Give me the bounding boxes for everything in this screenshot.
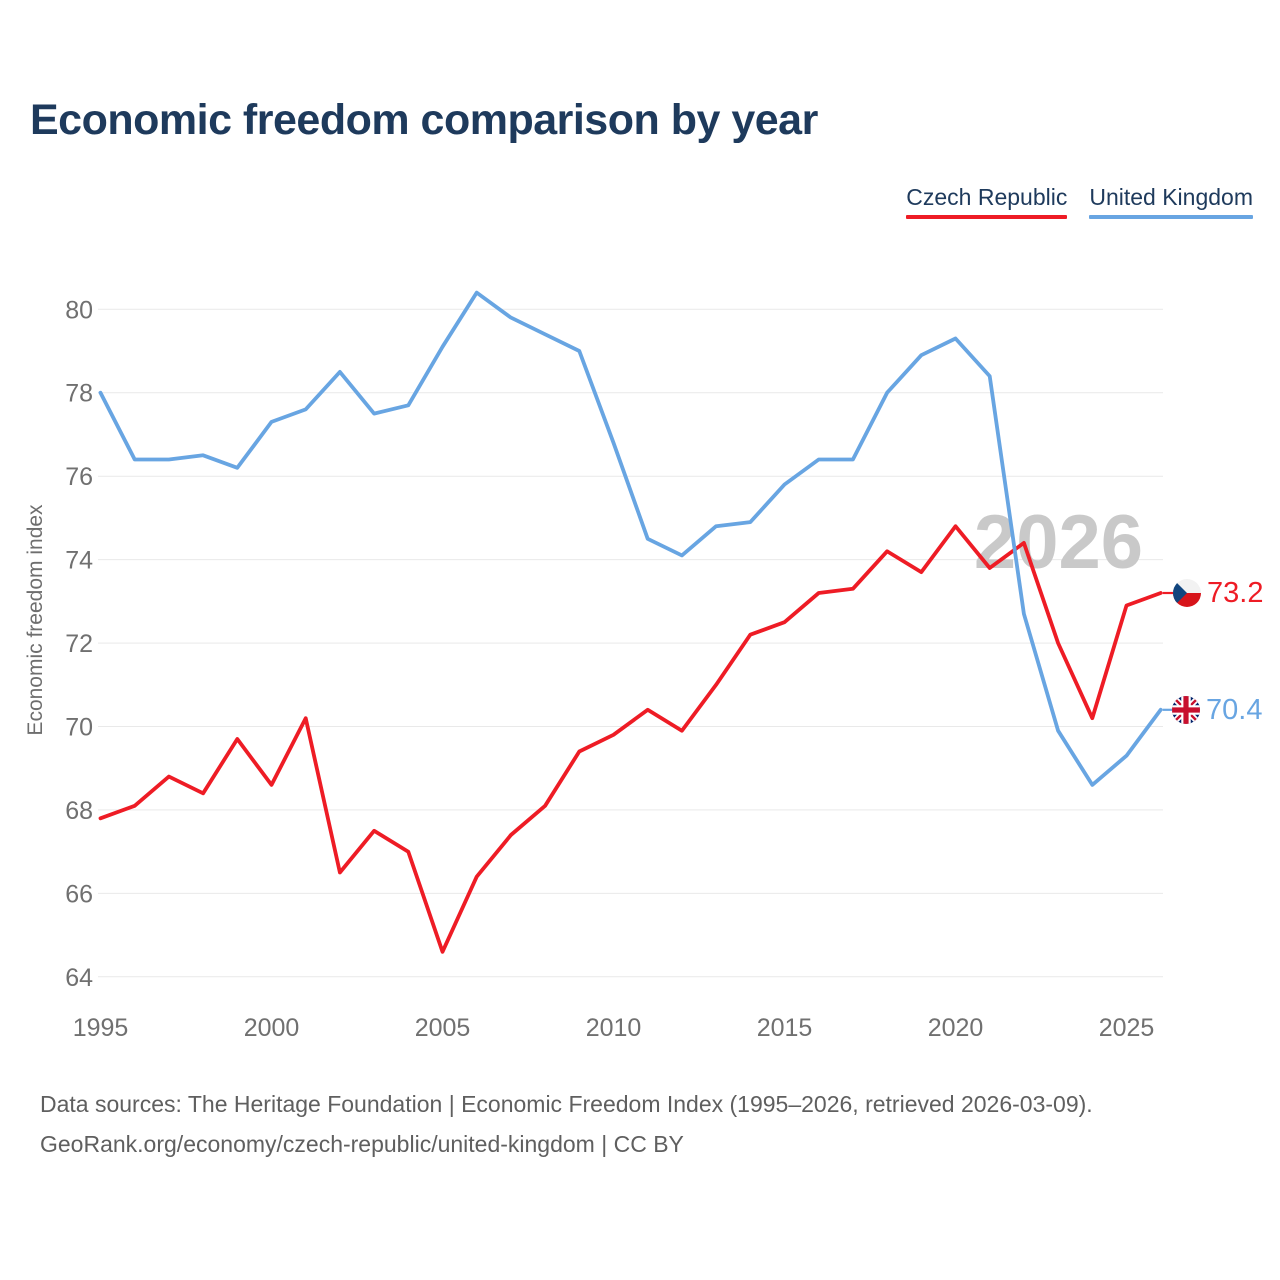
- legend-item-united-kingdom[interactable]: [1089, 184, 1253, 219]
- y-tick-label-66: 66: [65, 880, 93, 909]
- x-tick-label-1995: 1995: [72, 1014, 129, 1042]
- watermark-year: 2026: [973, 500, 1143, 585]
- czech-flag-icon: [1173, 579, 1201, 607]
- uk-end-value: 70.4: [1206, 694, 1263, 726]
- series-line-czech-republic[interactable]: [101, 526, 1161, 952]
- x-tick-label-2015: 2015: [756, 1014, 813, 1042]
- legend-label-united-kingdom: United Kingdom: [1089, 184, 1253, 210]
- y-tick-label-76: 76: [65, 463, 93, 492]
- plot-svg: [0, 230, 1280, 1060]
- legend-item-czech-republic[interactable]: [906, 184, 1067, 219]
- legend-underline-united-kingdom: [1089, 215, 1253, 219]
- footer: [40, 1084, 1240, 1164]
- y-tick-label-78: 78: [65, 379, 93, 408]
- x-tick-label-2005: 2005: [414, 1014, 471, 1042]
- y-tick-label-64: 64: [65, 963, 93, 992]
- x-tick-label-2000: 2000: [243, 1014, 300, 1042]
- legend: [906, 184, 1253, 219]
- y-axis-title: Economic freedom index: [24, 504, 47, 736]
- y-tick-label-80: 80: [65, 296, 93, 325]
- footer-line-1: Data sources: The Heritage Foundation | Economic Freedom Index (1995–2026, retrieved 2026-03-09).: [40, 1091, 1093, 1117]
- y-tick-label-68: 68: [65, 796, 93, 825]
- y-tick-label-70: 70: [65, 713, 93, 742]
- chart-title: Economic freedom comparison by year: [30, 96, 818, 144]
- y-tick-label-72: 72: [65, 630, 93, 659]
- y-tick-label-74: 74: [65, 546, 93, 575]
- x-tick-label-2025: 2025: [1098, 1014, 1155, 1042]
- footer-line-2: GeoRank.org/economy/czech-republic/united-kingdom | CC BY: [40, 1131, 684, 1157]
- x-tick-label-2010: 2010: [585, 1014, 642, 1042]
- legend-label-czech-republic: Czech Republic: [906, 184, 1068, 210]
- czech-end-value: 73.2: [1207, 577, 1264, 609]
- uk-flag-icon: [1172, 696, 1200, 724]
- legend-underline-czech-republic: [906, 215, 1067, 219]
- x-tick-label-2020: 2020: [927, 1014, 984, 1042]
